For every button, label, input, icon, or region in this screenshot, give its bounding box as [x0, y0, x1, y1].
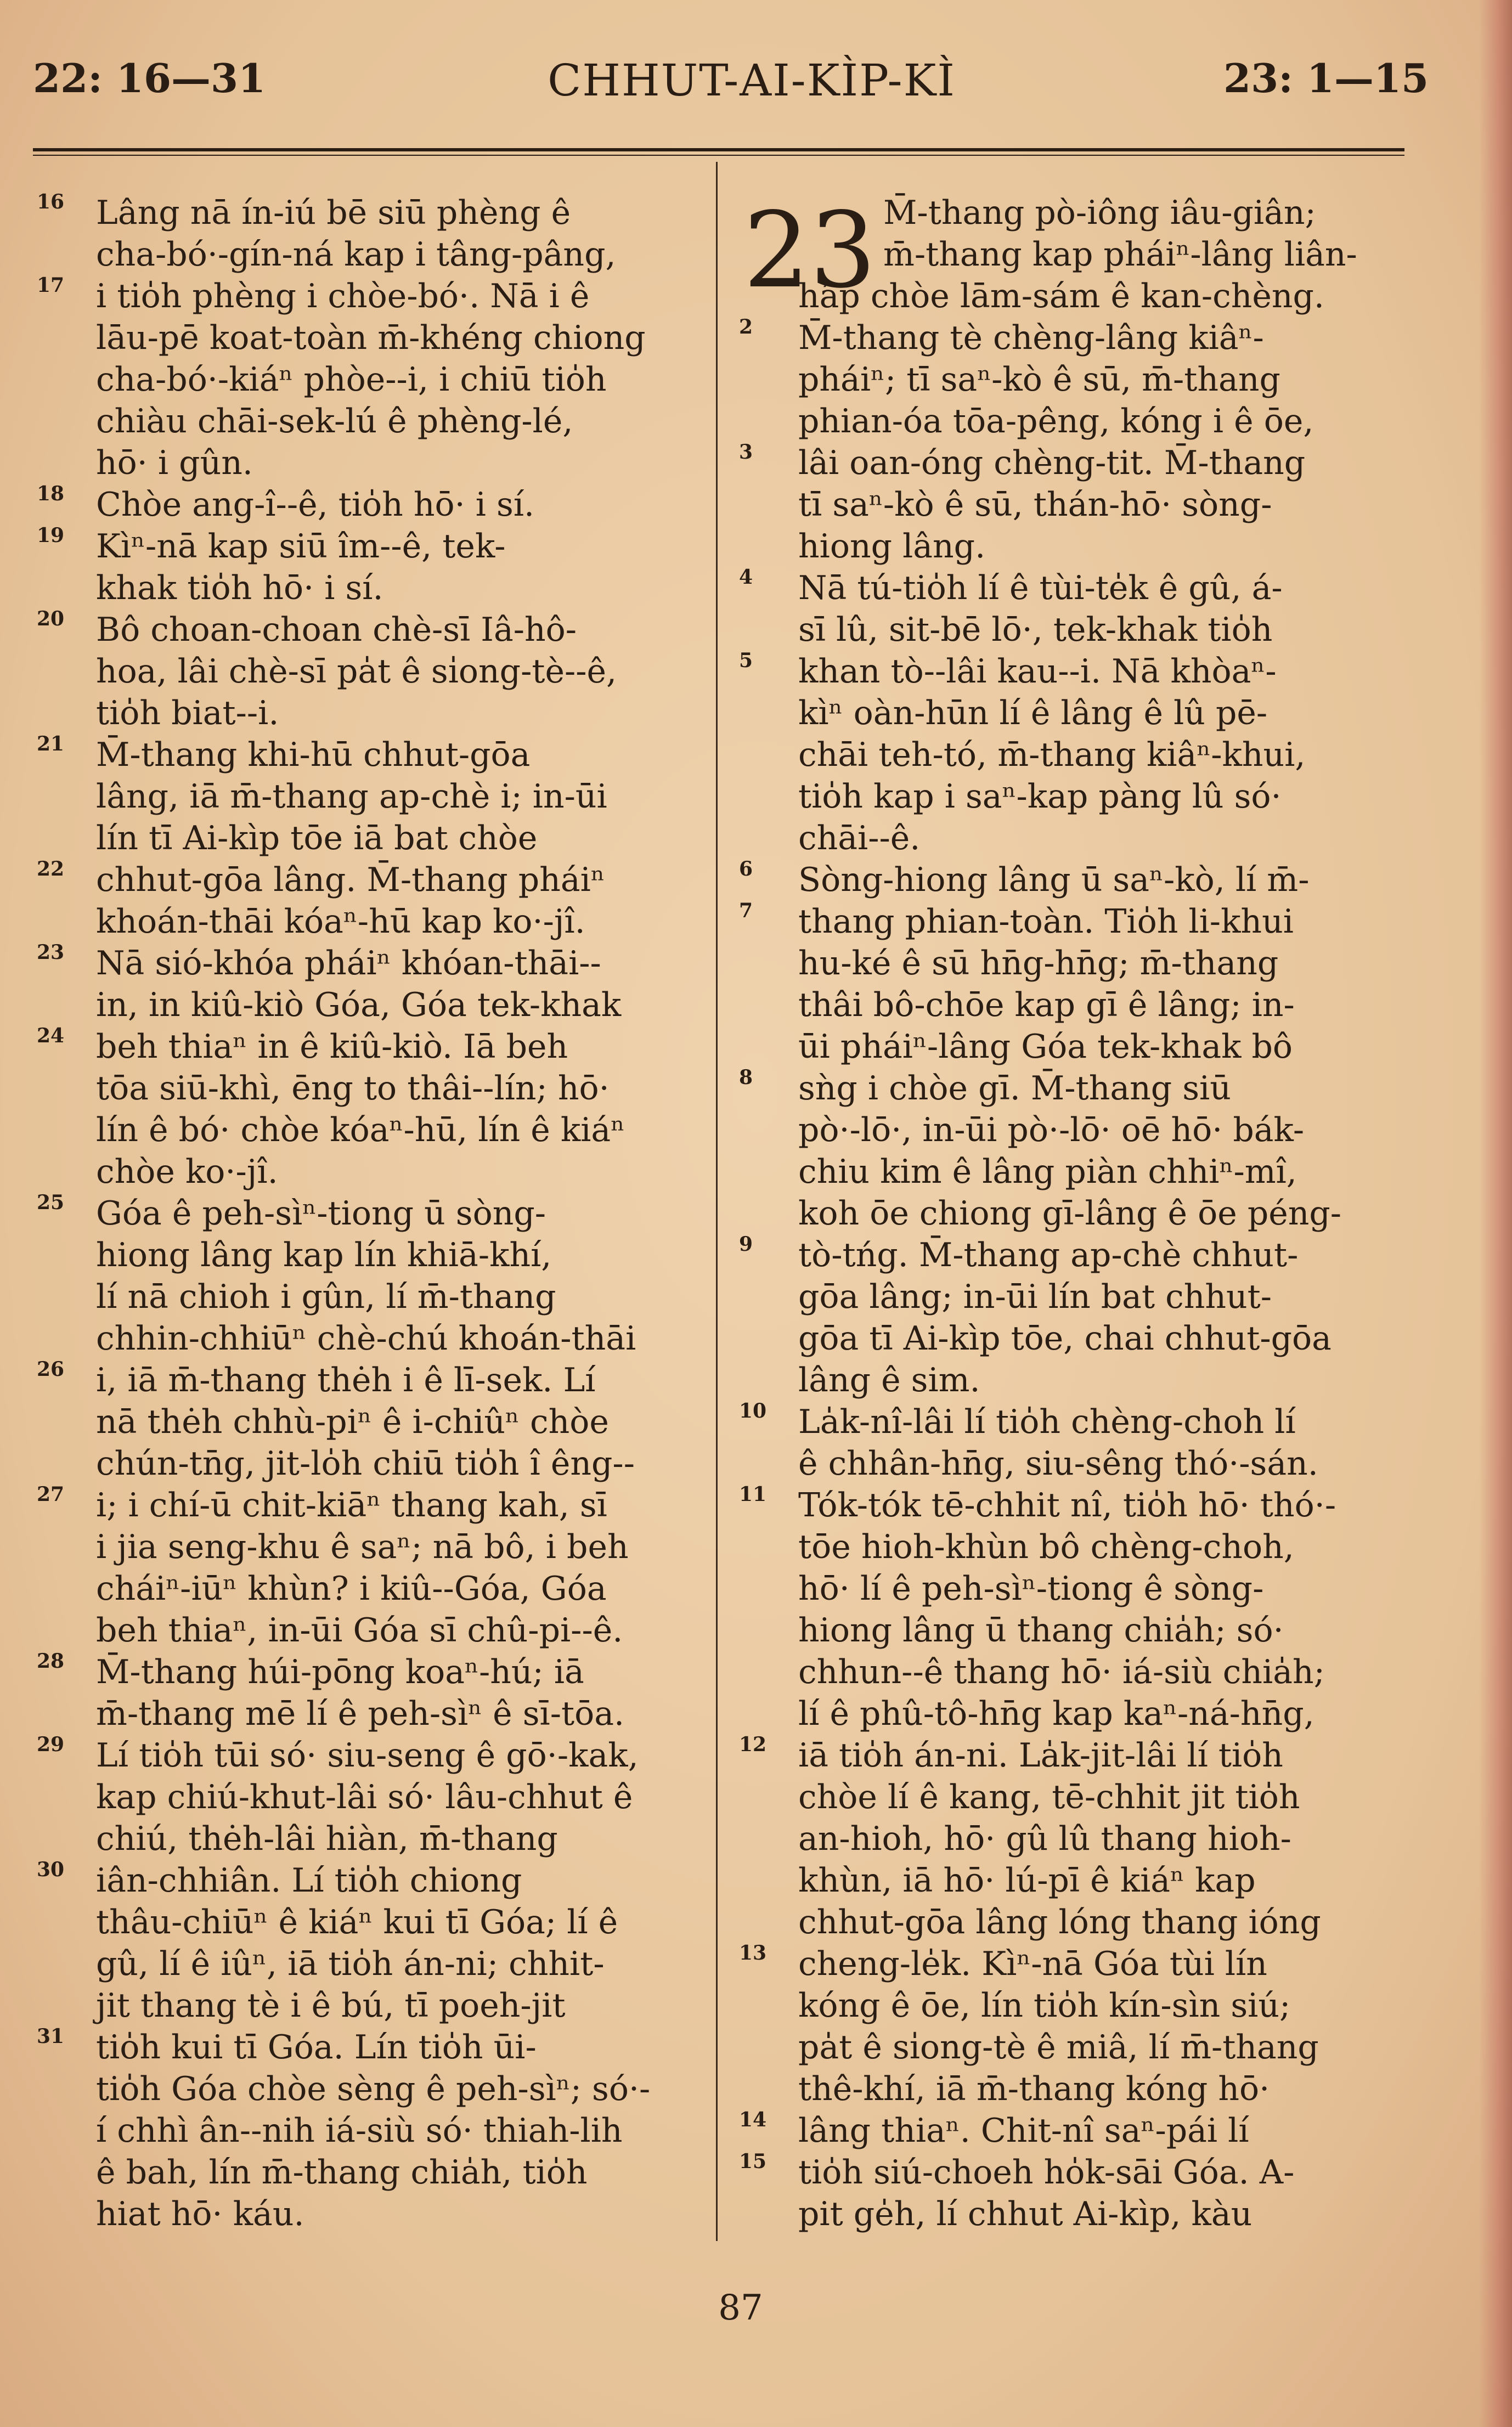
line-text: hiong lâng. — [798, 527, 986, 566]
line-text: i, iā m̄-thang thėh i ê lī-sek. Lí — [96, 1361, 596, 1399]
line-text: lí ê phû-tô-hn̄g kap kaⁿ-ná-hn̄g, — [798, 1695, 1314, 1733]
line-text: Nā tú-tio̍h lí ê tùi-te̍k ê gû, á- — [798, 569, 1283, 607]
verse-number: 10 — [739, 1399, 767, 1423]
text-line — [798, 734, 1432, 776]
line-text: Chòe ang-î--ê, tio̍h hō· i sí. — [96, 486, 535, 524]
text-line — [798, 2193, 1432, 2235]
line-text: hō· i gûn. — [96, 444, 253, 482]
text-line — [96, 1109, 730, 1151]
text-line — [96, 567, 730, 609]
text-line — [96, 234, 730, 275]
text-line — [37, 1858, 730, 1901]
left-column — [37, 190, 730, 2235]
text-line — [739, 857, 1432, 901]
line-text: kap chiú-khut-lâi só· lâu-chhut ê — [96, 1778, 633, 1816]
text-line — [739, 1483, 1432, 1526]
text-line — [96, 1776, 730, 1818]
line-text: chún-tn̄g, jit-lo̍h chiū tio̍h î êng-- — [96, 1444, 635, 1483]
line-text: beh thiaⁿ in ê kiû-kiò. Iā beh — [96, 1028, 568, 1066]
text-line — [96, 1901, 730, 1943]
text-line — [739, 1399, 1432, 1443]
chapter-number: 23 — [743, 190, 876, 311]
line-text: m̄-thang mē lí ê peh-sìⁿ ê sī-tōa. — [96, 1695, 625, 1733]
right-column — [739, 192, 1432, 2235]
text-line — [739, 441, 1432, 484]
verse-number: 3 — [739, 441, 753, 464]
verse-number: 29 — [37, 1733, 65, 1756]
line-text: khùn, iā hō· lú-pī ê kiáⁿ kap — [798, 1861, 1256, 1900]
text-line — [798, 942, 1432, 984]
text-line — [96, 1943, 730, 1985]
line-text: pháiⁿ; tī saⁿ-kò ê sū, m̄-thang — [798, 360, 1280, 399]
text-line — [798, 1276, 1432, 1318]
line-text: chāi teh-tó, m̄-thang kiâⁿ-khui, — [798, 736, 1306, 774]
text-line — [798, 2068, 1432, 2110]
verse-number: 22 — [37, 857, 65, 881]
text-line — [739, 2108, 1432, 2152]
text-line — [37, 857, 730, 901]
verse-number: 26 — [37, 1358, 65, 1381]
line-text: chhun--ê thang hō· iá-siù chia̍h; — [798, 1653, 1325, 1691]
line-text: chòe ko·-jî. — [96, 1153, 278, 1191]
line-text: i tio̍h phèng i chòe-bó·. Nā i ê — [96, 277, 590, 315]
line-text: nā thėh chhù-piⁿ ê i-chiûⁿ chòe — [96, 1403, 609, 1441]
text-line — [37, 1483, 730, 1526]
line-text: kóng ê ōe, lín tio̍h kín-sìn siú; — [798, 1986, 1291, 2025]
text-line — [798, 275, 1432, 317]
text-line — [798, 1318, 1432, 1359]
line-text: Sòng-hiong lâng ū saⁿ-kò, lí m̄- — [798, 861, 1310, 899]
text-line — [798, 359, 1432, 400]
text-line — [37, 2025, 730, 2068]
line-text: tio̍h siú-choeh ho̍k-sāi Góa. A- — [798, 2153, 1295, 2192]
line-text: cheng-le̍k. Kìⁿ-nā Góa tùi lín — [798, 1945, 1267, 1983]
verse-number: 17 — [37, 274, 65, 297]
verse-number: 15 — [739, 2150, 767, 2173]
header-rule — [33, 148, 1404, 151]
verse-number: 13 — [739, 1941, 767, 1965]
text-line — [798, 192, 1432, 234]
line-text: lâi oan-óng chèng-tit. M̄-thang — [798, 444, 1306, 482]
verse-number: 5 — [739, 649, 753, 672]
verse-number: 28 — [37, 1650, 65, 1673]
verse-number: 30 — [37, 1858, 65, 1881]
page-number: 87 — [718, 2288, 763, 2328]
verse-number: 6 — [739, 857, 753, 881]
text-line — [798, 526, 1432, 567]
line-text: sǹg i chòe gī. M̄-thang siū — [798, 1069, 1231, 1108]
line-text: Bô choan-choan chè-sī Iâ-hô- — [96, 611, 577, 649]
line-text: Tók-tók tē-chhit nî, tio̍h hō· thó·- — [798, 1486, 1336, 1525]
text-line — [96, 1818, 730, 1860]
line-text: Nā sió-khóa pháiⁿ khóan-thāi-- — [96, 944, 601, 983]
text-line — [37, 482, 730, 526]
text-line — [96, 1985, 730, 2027]
line-text: hiong lâng kap lín khiā-khí, — [96, 1236, 552, 1274]
line-text: tio̍h kap i saⁿ-kap pàng lû só· — [798, 777, 1282, 816]
line-text: La̍k-nî-lâi lí tio̍h chèng-choh lí — [798, 1403, 1296, 1441]
text-line — [96, 651, 730, 692]
verse-number: 9 — [739, 1233, 753, 1256]
line-text: chāi--ê. — [798, 819, 921, 857]
text-line — [96, 1234, 730, 1276]
text-line — [798, 692, 1432, 734]
line-text: Lí tio̍h tūi só· siu-seng ê gō·-kak, — [96, 1736, 639, 1775]
text-line — [798, 984, 1432, 1026]
line-text: khoán-thāi kóaⁿ-hū kap ko·-jî. — [96, 902, 585, 941]
text-line — [798, 400, 1432, 442]
line-text: chhin-chhiūⁿ chè-chú khoán-thāi — [96, 1319, 636, 1358]
line-text: chiu kim ê lâng piàn chhiⁿ-mî, — [798, 1153, 1297, 1191]
line-text: M̄-thang khi-hū chhut-gōa — [96, 736, 531, 774]
line-text: tōa siū-khì, ēng to thâi--lín; hō· — [96, 1069, 610, 1108]
line-text: sī lû, sit-bē lō·, tek-khak tio̍h — [798, 611, 1273, 649]
line-text: M̄-thang húi-pōng koaⁿ-hú; iā — [96, 1653, 584, 1691]
text-line — [96, 317, 730, 359]
verse-number: 19 — [37, 524, 65, 547]
text-line — [739, 315, 1432, 359]
line-text: pò·-lō·, in-ūi pò·-lō· oē hō· bák- — [798, 1111, 1305, 1149]
text-line — [96, 1401, 730, 1443]
line-text: hoa, lâi chè-sī pa̍t ê si̍ong-tè--ê, — [96, 652, 617, 691]
text-line — [96, 2110, 730, 2152]
verse-number: 24 — [37, 1024, 65, 1047]
text-line — [739, 2150, 1432, 2193]
line-text: M̄-thang pò-iông iâu-giân; — [883, 194, 1316, 232]
line-text: beh thiaⁿ, in-ūi Góa sī chû-pi--ê. — [96, 1611, 623, 1650]
text-line — [37, 274, 730, 317]
text-line — [96, 1568, 730, 1610]
text-line — [798, 1109, 1432, 1151]
text-line — [37, 607, 730, 651]
line-text: chhut-gōa lâng lóng thang ióng — [798, 1903, 1321, 1941]
text-line — [798, 1359, 1432, 1401]
line-text: tio̍h kui tī Góa. Lín tio̍h ūi- — [96, 2028, 537, 2067]
text-line — [739, 1941, 1432, 1985]
text-line — [37, 732, 730, 776]
text-line — [96, 2193, 730, 2235]
text-line — [798, 1568, 1432, 1610]
line-text: hiong lâng ū thang chia̍h; só· — [798, 1611, 1284, 1650]
text-line — [96, 1443, 730, 1485]
line-text: i; i chí-ū chit-kiāⁿ thang kah, sī — [96, 1486, 607, 1525]
verse-number: 27 — [37, 1483, 65, 1506]
line-text: in, in kiû-kiò Góa, Góa tek-khak — [96, 986, 622, 1024]
line-text: chiàu chāi-sek-lú ê phèng-lé, — [96, 402, 573, 441]
verse-number: 12 — [739, 1733, 767, 1756]
page-edge-stain — [1479, 0, 1512, 2427]
text-line — [37, 1024, 730, 1068]
text-line — [739, 566, 1432, 609]
text-line — [739, 1733, 1432, 1776]
line-text: jit thang tè i ê bú, tī poeh-jit — [96, 1986, 566, 2025]
text-line — [37, 1650, 730, 1693]
line-text: hō· lí ê peh-sìⁿ-tiong ê sòng- — [798, 1570, 1264, 1608]
verse-number: 25 — [37, 1191, 65, 1214]
line-text: Kìⁿ-nā kap siū îm--ê, tek- — [96, 527, 506, 566]
text-line — [37, 941, 730, 984]
line-text: tò-tńg. M̄-thang ap-chè chhut- — [798, 1236, 1299, 1274]
text-line — [96, 817, 730, 859]
line-text: pit ge̍h, lí chhut Ai-kìp, kàu — [798, 2195, 1253, 2233]
text-line — [37, 1733, 730, 1776]
verse-number: 20 — [37, 607, 65, 630]
verse-number: 21 — [37, 732, 65, 755]
page-title: CHHUT-AI-KÌP-KÌ — [548, 55, 956, 106]
line-text: lâng ê sim. — [798, 1361, 980, 1399]
verse-number: 16 — [37, 190, 65, 213]
line-text: hu-ké ê sū hn̄g-hn̄g; m̄-thang — [798, 944, 1279, 983]
line-text: gōa lâng; in-ūi lín bat chhut- — [798, 1278, 1272, 1316]
line-text: lâng, iā m̄-thang ap-chè i; in-ūi — [96, 777, 607, 816]
line-text: iân-chhiân. Lí tio̍h chiong — [96, 1861, 522, 1900]
text-line — [798, 1776, 1432, 1818]
verse-number: 18 — [37, 482, 65, 505]
text-line — [798, 776, 1432, 817]
line-text: tio̍h Góa chòe sèng ê peh-sìⁿ; só·- — [96, 2070, 651, 2108]
line-text: kìⁿ oàn-hūn lí ê lâng ê lû pē- — [798, 694, 1268, 732]
line-text: iā tio̍h án-ni. La̍k-jit-lâi lí tio̍h — [798, 1736, 1283, 1775]
verse-number: 7 — [739, 899, 753, 922]
line-text: Góa ê peh-sìⁿ-tiong ū sòng- — [96, 1194, 546, 1233]
line-text: cháiⁿ-iūⁿ khùn? i kiû--Góa, Góa — [96, 1570, 607, 1608]
line-text: koh ōe chiong gī-lâng ê ōe péng- — [798, 1194, 1342, 1233]
line-text: ê chhân-hn̄g, siu-sêng thó·-sán. — [798, 1444, 1318, 1483]
text-line — [96, 359, 730, 400]
line-text: í chhì ân--nih iá-siù só· thiah-lih — [96, 2112, 623, 2150]
page-header — [0, 55, 1512, 115]
text-line — [96, 1693, 730, 1735]
line-text: gû, lí ê iûⁿ, iā tio̍h án-ni; chhit- — [96, 1945, 605, 1983]
text-line — [96, 1526, 730, 1568]
text-line — [96, 1318, 730, 1359]
line-text: lāu-pē koat-toàn m̄-khéng chiong — [96, 319, 646, 357]
text-line — [798, 2027, 1432, 2068]
verse-number: 2 — [739, 315, 753, 338]
line-text: tio̍h biat--i. — [96, 694, 279, 732]
line-text: i jia seng-khu ê saⁿ; nā bô, i beh — [96, 1528, 629, 1566]
text-line — [96, 1276, 730, 1318]
line-text: lí nā chioh i gûn, lí m̄-thang — [96, 1278, 556, 1316]
line-text: tōe hioh-khùn bô chèng-choh, — [798, 1528, 1294, 1566]
text-line — [798, 1818, 1432, 1860]
line-text: cha-bó·-kiáⁿ phòe--i, i chiū tio̍h — [96, 360, 607, 399]
header-reference-right: 23: 1—15 — [1223, 55, 1429, 101]
line-text: chhut-gōa lâng. M̄-thang pháiⁿ — [96, 861, 605, 899]
line-text: cha-bó·-gín-ná kap i tâng-pâng, — [96, 235, 616, 274]
text-line — [96, 901, 730, 942]
text-line — [96, 2152, 730, 2193]
line-text: ê bah, lín m̄-thang chia̍h, tio̍h — [96, 2153, 588, 2192]
line-text: ūi pháiⁿ-lâng Góa tek-khak bô — [798, 1028, 1293, 1066]
line-text: hâp chòe lām-sám ê kan-chèng. — [798, 277, 1325, 315]
text-line — [96, 692, 730, 734]
line-text: pa̍t ê si̍ong-tè ê miâ, lí m̄-thang — [798, 2028, 1319, 2067]
line-text: an-hioh, hō· gû lû thang hioh- — [798, 1820, 1291, 1858]
text-line — [96, 442, 730, 484]
text-line — [37, 524, 730, 567]
text-line — [96, 776, 730, 817]
line-text: phian-óa tōa-pêng, kóng i ê ōe, — [798, 402, 1314, 441]
text-line — [798, 817, 1432, 859]
text-line — [798, 1526, 1432, 1568]
header-reference-left: 22: 16—31 — [33, 55, 266, 101]
text-line — [739, 1233, 1432, 1276]
text-line — [798, 234, 1432, 275]
text-line — [798, 1860, 1432, 1901]
verse-number: 23 — [37, 941, 65, 964]
text-line — [739, 899, 1432, 942]
text-line — [37, 1191, 730, 1234]
text-line — [798, 1651, 1432, 1693]
text-line — [798, 484, 1432, 526]
line-text: chòe lí ê kang, tē-chhit jit tio̍h — [798, 1778, 1300, 1816]
text-line — [96, 400, 730, 442]
line-text: m̄-thang kap pháiⁿ-lâng liân- — [883, 235, 1357, 274]
header-rule-thin — [33, 155, 1404, 156]
line-text: M̄-thang tè chèng-lâng kiâⁿ- — [798, 319, 1264, 357]
text-line — [798, 1610, 1432, 1651]
line-text: gōa tī Ai-kìp tōe, chai chhut-gōa — [798, 1319, 1332, 1358]
text-line — [37, 1358, 730, 1401]
line-text: thang phian-toàn. Tio̍h li-khui — [798, 902, 1294, 941]
line-text: tī saⁿ-kò ê sū, thán-hō· sòng- — [798, 486, 1272, 524]
text-line — [798, 1901, 1432, 1943]
line-text: khan tò--lâi kau--i. Nā khòaⁿ- — [798, 652, 1277, 691]
text-line — [37, 190, 730, 234]
text-line — [798, 1985, 1432, 2027]
text-line — [96, 1151, 730, 1193]
line-text: thê-khí, iā m̄-thang kóng hō· — [798, 2070, 1270, 2108]
text-line — [96, 1610, 730, 1651]
line-text: khak tio̍h hō· i sí. — [96, 569, 383, 607]
verse-number: 14 — [739, 2108, 767, 2131]
text-line — [96, 984, 730, 1026]
text-line — [798, 1151, 1432, 1193]
verse-number: 31 — [37, 2025, 65, 2048]
text-line — [798, 1693, 1432, 1735]
text-line — [798, 609, 1432, 651]
text-line — [798, 1443, 1432, 1485]
verse-number: 8 — [739, 1066, 753, 1089]
line-text: thâu-chiūⁿ ê kiáⁿ kui tī Góa; lí ê — [96, 1903, 618, 1941]
line-text: lín tī Ai-kìp tōe iā bat chòe — [96, 819, 538, 857]
line-text: hiat hō· káu. — [96, 2195, 304, 2233]
line-text: lâng thiaⁿ. Chit-nî saⁿ-pái lí — [798, 2112, 1249, 2150]
text-line — [798, 1193, 1432, 1234]
text-line — [739, 649, 1432, 692]
verse-number: 11 — [739, 1483, 767, 1506]
line-text: Lâng nā ín-iú bē siū phèng ê — [96, 194, 571, 232]
text-line — [739, 1066, 1432, 1109]
line-text: thâi bô-chōe kap gī ê lâng; in- — [798, 986, 1295, 1024]
text-line — [96, 2068, 730, 2110]
text-line — [96, 1068, 730, 1109]
line-text: lín ê bó· chòe kóaⁿ-hū, lín ê kiáⁿ — [96, 1111, 625, 1149]
line-text: chiú, thėh-lâi hiàn, m̄-thang — [96, 1820, 558, 1858]
text-line — [798, 1026, 1432, 1068]
verse-number: 4 — [739, 566, 753, 589]
